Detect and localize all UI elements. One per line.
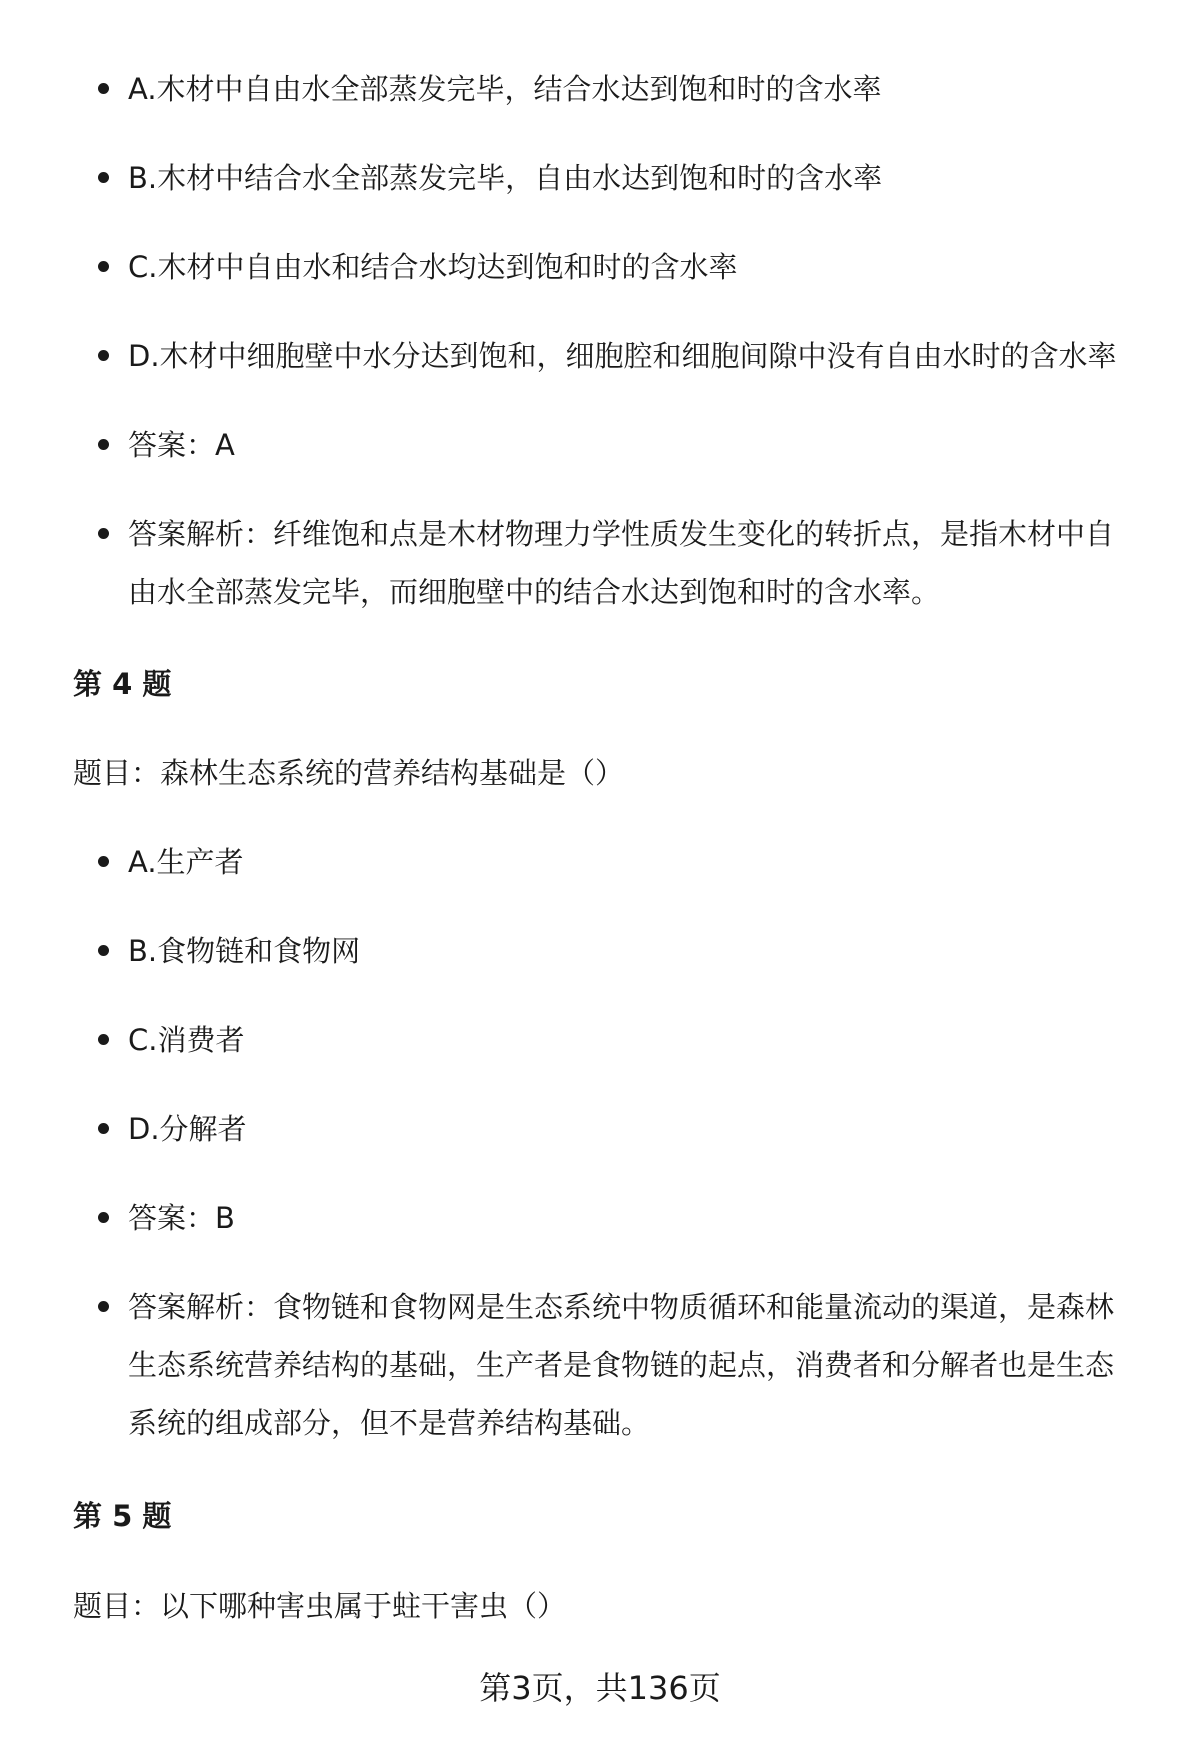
question-4-stem: 题目：森林生态系统的营养结构基础是（） — [73, 756, 625, 790]
question-3-option-d: D.木材中细胞壁中水分达到饱和，细胞腔和细胞间隙中没有自由水时的含水率 — [0, 327, 1200, 385]
question-5-stem: 题目：以下哪种害虫属于蛀干害虫（） — [73, 1589, 567, 1623]
page-number-footer: 第3页，共136页 — [479, 1669, 721, 1707]
question-4-option-b: B.食物链和食物网 — [0, 922, 1200, 980]
question-5-heading: 第 5 题 — [73, 1499, 172, 1533]
question-3-explanation: 答案解析：纤维饱和点是木材物理力学性质发生变化的转折点，是指木材中自由水全部蒸发完毕，而细胞壁中的结合水达到饱和时的含水率。 — [0, 505, 1200, 621]
question-3-option-b: B.木材中结合水全部蒸发完毕，自由水达到饱和时的含水率 — [0, 149, 1200, 207]
question-4-option-c: C.消费者 — [0, 1011, 1200, 1069]
question-3-answer: 答案：A — [0, 416, 1200, 474]
question-4-explanation: 答案解析：食物链和食物网是生态系统中物质循环和能量流动的渠道，是森林生态系统营养结构的基础，生产者是食物链的起点，消费者和分解者也是生态系统的组成部分，但不是营养结构基础。 — [0, 1278, 1200, 1452]
question-3-items — [0, 60, 1200, 652]
question-3-option-c: C.木材中自由水和结合水均达到饱和时的含水率 — [0, 238, 1200, 296]
question-4-option-a: A.生产者 — [0, 833, 1200, 891]
question-4-items — [0, 833, 1200, 1483]
question-4-option-d: D.分解者 — [0, 1100, 1200, 1158]
question-4-heading: 第 4 题 — [73, 667, 172, 701]
question-3-option-a: A.木材中自由水全部蒸发完毕，结合水达到饱和时的含水率 — [0, 60, 1200, 118]
question-4-answer: 答案：B — [0, 1189, 1200, 1247]
